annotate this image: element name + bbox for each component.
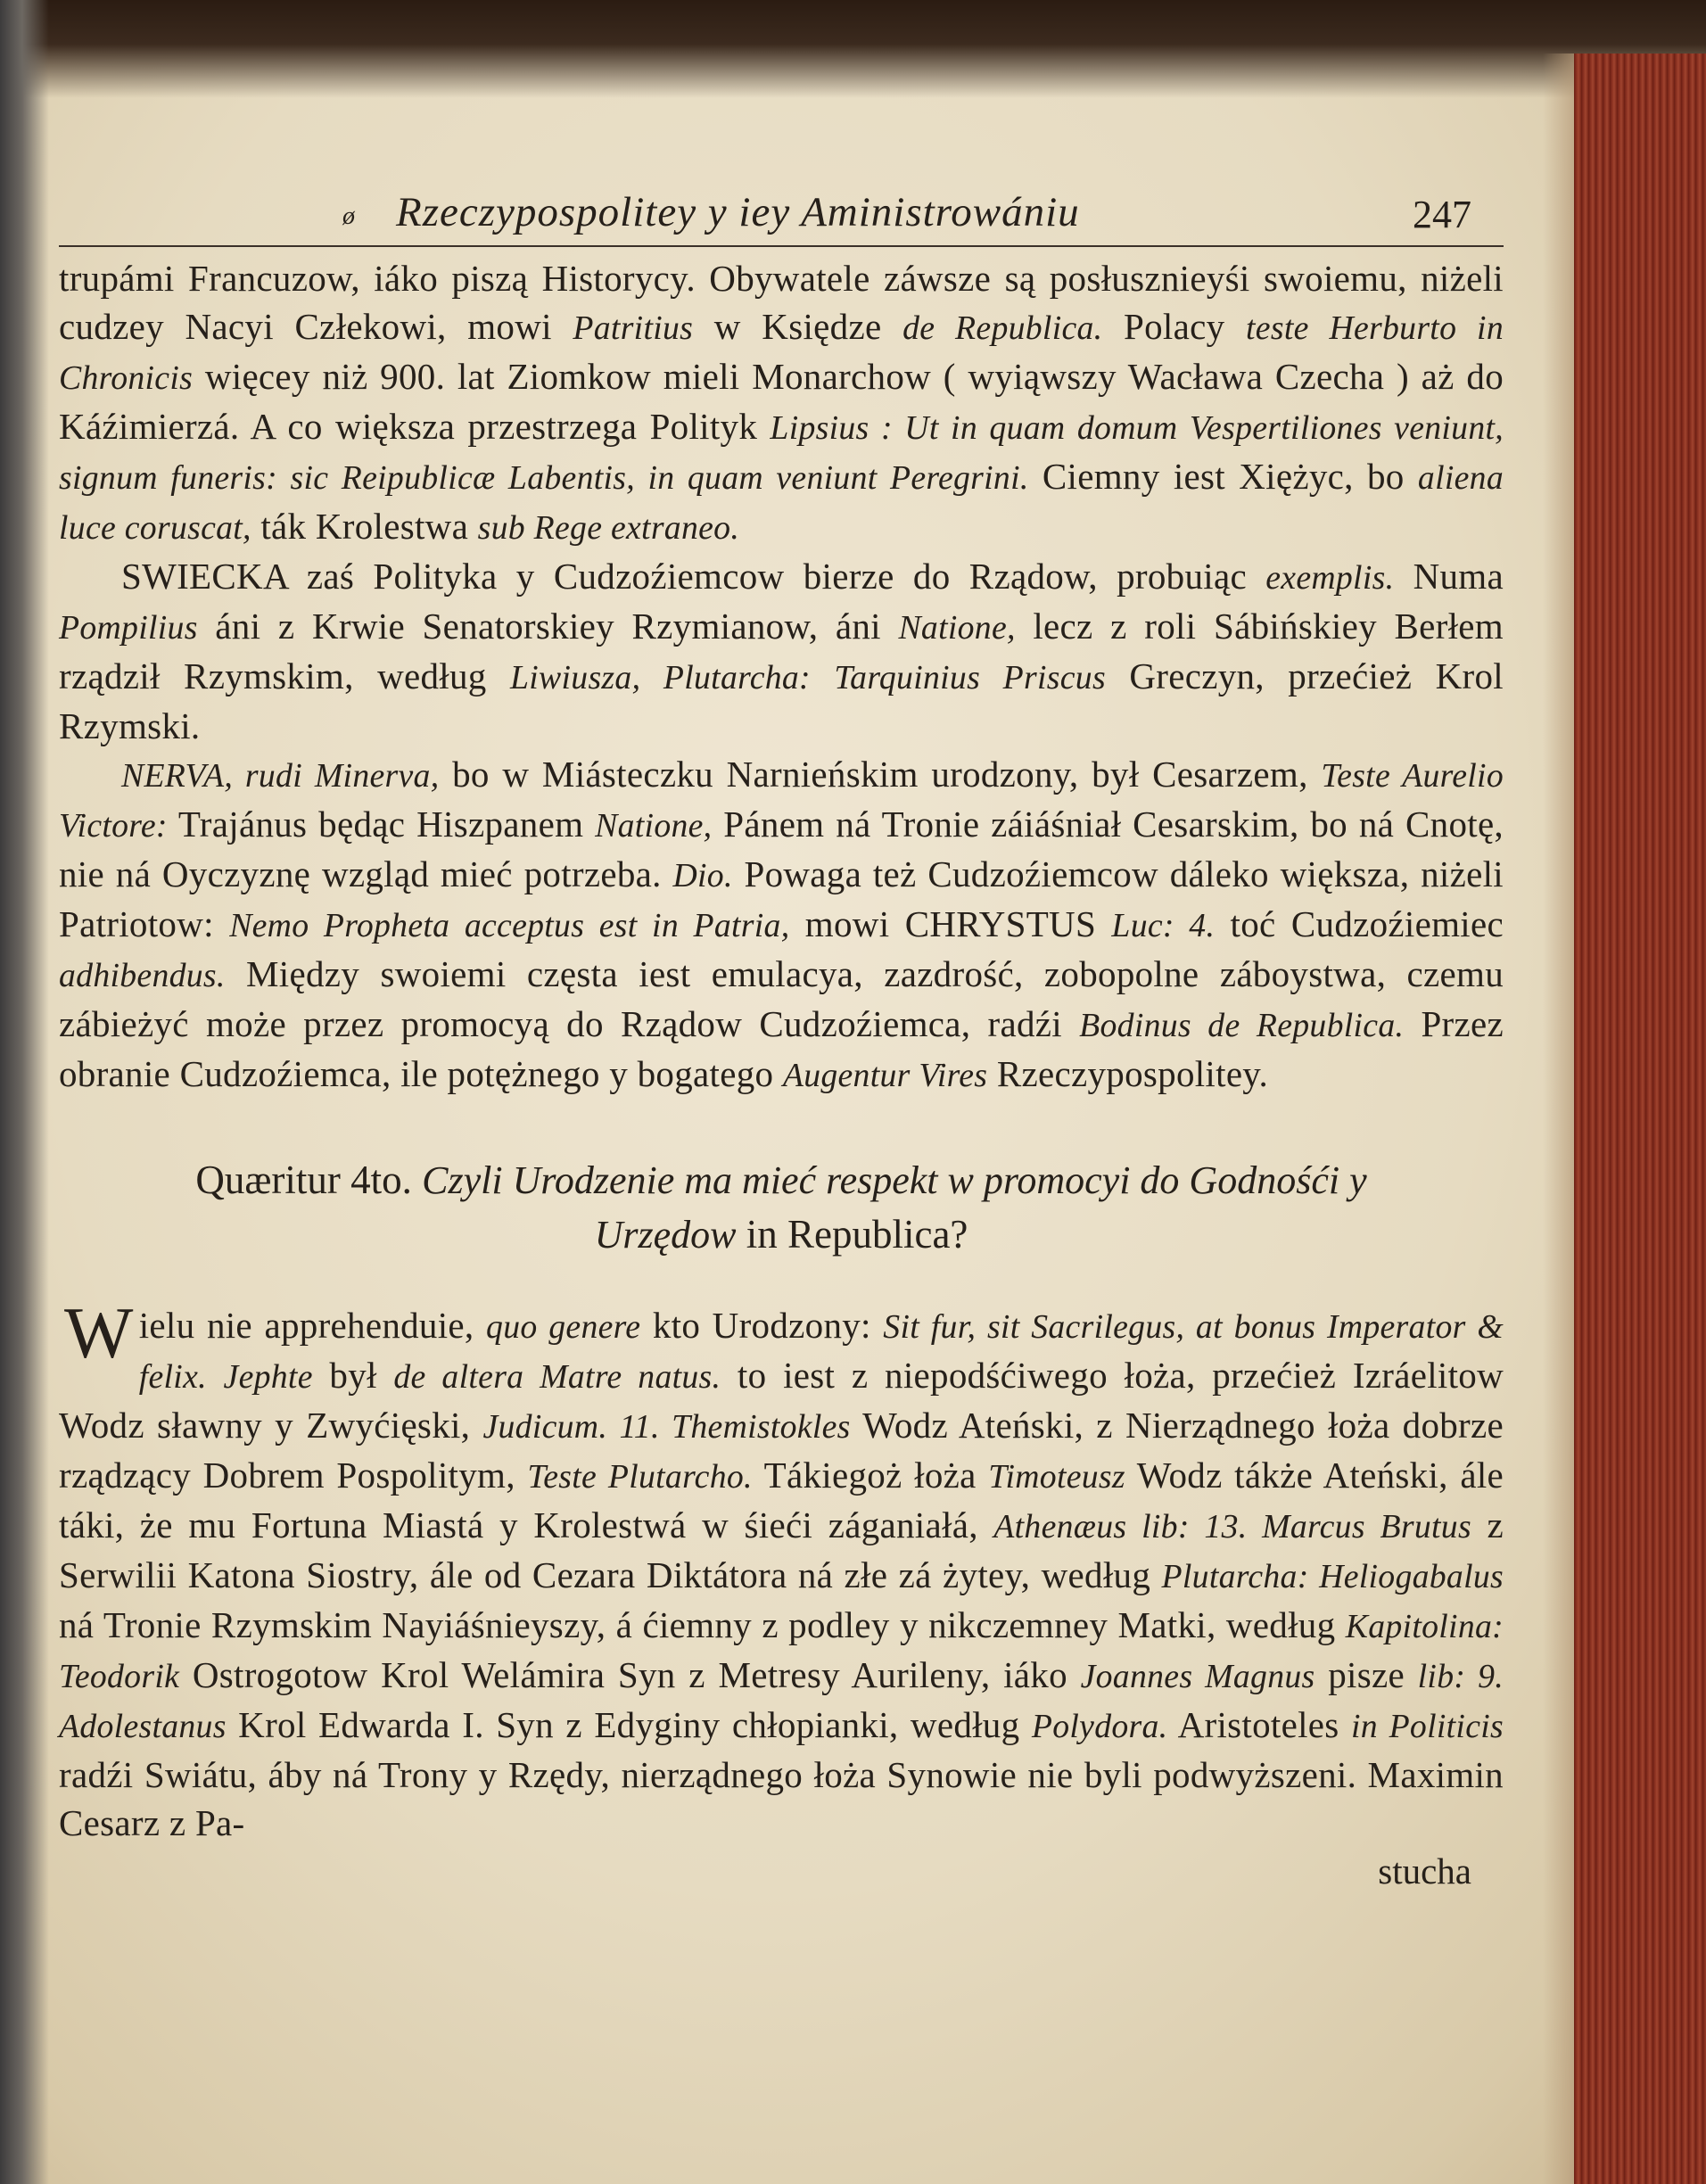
italic-span: exemplis.: [1265, 559, 1395, 597]
italic-span: adhibendus.: [59, 957, 226, 994]
italic-span: lib: 9. Adolestanus: [59, 1658, 1504, 1745]
text-span: Pánem ná Tronie záiáśniał Cesarskim, bo ná Cnotę, nie ná Oyczyznę wzgląd mieć potrzeba.: [59, 804, 1504, 894]
text-span: z Serwilii Katona Siostry, ále od Cezara Diktátora ná złe zá żytey, według: [59, 1504, 1504, 1595]
page-text-block: [59, 183, 1504, 1895]
text-span: Wodz tákże Ateński, ále táki, że mu Fortuna Miastá y Krolestwá w śieći záganiałá,: [59, 1455, 1504, 1545]
italic-span: Luc: 4.: [1111, 907, 1216, 944]
text-span: więcey niż 900. lat Ziomkow mieli Monarchow ( wyiąwszy Wacława Czecha ) aż do Káźimierzá. A co większa przestrzega Polityk: [59, 356, 1504, 447]
text-span: Greczyn, przećież Krol Rzymski.: [59, 655, 1504, 746]
italic-span: Jephte: [223, 1358, 313, 1396]
italic-span: de altera Matre natus.: [393, 1358, 721, 1396]
paragraph-2: [59, 552, 1504, 750]
text-span: Wodz Ateński, z Nierządnego łoża dobrze rządzący Dobrem Pospolitym,: [59, 1405, 1504, 1496]
italic-span: Dio.: [672, 857, 733, 894]
italic-span: Kapitolina: Teodorik: [59, 1608, 1504, 1695]
text-span: áni z Krwie Senatorskiey Rzymianow, áni: [197, 606, 899, 647]
text-span: radźi Swiátu, áby ná Trony y Rzędy, nierządnego łoża Synowie nie byli podwyższeni. Maximin Cesarz z Pa-: [59, 1754, 1504, 1843]
italic-span: NERVA, rudi Minerva,: [121, 757, 440, 795]
book-fore-edge: [1574, 54, 1706, 2184]
text-span: pisze: [1315, 1654, 1418, 1695]
italic-span: Lipsius : Ut in quam domum Vespertiliones veniunt, signum funeris: sic Reipublicæ Labentis, in quam veniunt Peregrini.: [59, 409, 1504, 497]
text-span: Aristoteles: [1167, 1704, 1351, 1745]
italic-span: Bodinus de Republica.: [1079, 1007, 1405, 1044]
italic-span: Pompilius: [59, 609, 198, 647]
text-span: był: [312, 1355, 394, 1396]
top-shadow: [0, 0, 1706, 98]
text-span: Ostrogotow Krol Welámira Syn z Metresy Aurileny, iáko: [179, 1654, 1081, 1695]
text-span: ielu nie apprehenduie,: [138, 1305, 487, 1346]
text-span: w Księdze: [693, 306, 903, 347]
text-span: Trajánus będąc Hiszpanem: [167, 804, 596, 845]
italic-span: Timoteusz: [988, 1458, 1125, 1496]
paragraph-1: [59, 254, 1504, 552]
text-span: to iest z niepodśćiwego łoża, przećież Izráelitow Wodz sławny y Zwyćięski,: [59, 1355, 1504, 1446]
text-span: toć Cudzoźiemiec: [1215, 903, 1504, 944]
text-span: Między swoiemi częsta iest emulacya, zazdrość, zobopolne záboystwa, czemu zábieżyć może przez promocyą do Rządow Cudzoźiemca, radźi: [59, 953, 1504, 1044]
italic-span: Tarquinius Priscus: [834, 659, 1106, 696]
italic-span: Judicum. 11. Themistokles: [482, 1408, 851, 1446]
italic-span: Czyli Urodzenie ma mieć respekt w promocyi do Godnośći y Urzędow: [422, 1158, 1367, 1257]
page-number: 247: [1413, 193, 1471, 236]
italic-span: Plutarcha: Heliogabalus: [1161, 1558, 1504, 1595]
italic-span: Natione,: [595, 807, 713, 845]
text-span: [811, 655, 834, 696]
running-title: Rzeczypospolitey y iey Aministrowániu: [396, 189, 1080, 235]
text-span: in Republica?: [736, 1212, 968, 1257]
text-span: Rzeczypospolitey.: [987, 1053, 1268, 1094]
text-span: Quæritur 4to.: [195, 1158, 423, 1202]
text-span: kto Urodzony:: [640, 1305, 884, 1346]
text-span: Polacy: [1102, 306, 1247, 347]
text-span: Tákiegoż łoża: [752, 1455, 989, 1496]
text-span: ná Tronie Rzymskim Nayiáśnieyszy, á ćiemny z podley y nikczemney Matki, według: [59, 1604, 1346, 1645]
italic-span: Natione,: [898, 609, 1016, 647]
italic-span: Joannes Magnus: [1080, 1658, 1315, 1695]
italic-span: de Republica.: [902, 309, 1103, 347]
italic-span: sub Rege extraneo.: [477, 509, 740, 547]
text-span: ták Krolestwa: [251, 506, 478, 547]
italic-span: Liwiusza, Plutarcha:: [510, 659, 811, 696]
italic-span: Augentur Vires: [782, 1057, 988, 1094]
italic-span: Polydora.: [1031, 1708, 1168, 1745]
drop-cap: W: [64, 1292, 134, 1373]
italic-span: Sit fur, sit Sacrilegus, at bonus Imperator & felix.: [138, 1308, 1504, 1396]
catchword: stucha: [1378, 1850, 1471, 1891]
text-span: mowi CHRYSTUS: [789, 903, 1112, 944]
running-header: [59, 183, 1504, 247]
text-span: Numa: [1394, 556, 1504, 597]
text-span: trupámi Francuzow, iáko piszą Historycy. Obywatele záwsze są posłusznieyśi swoiemu, niżeli cudzey Nacyi Człekowi, mowi: [59, 258, 1504, 347]
section-heading: [193, 1153, 1370, 1262]
italic-span: Teste Aurelio Victore:: [59, 757, 1504, 845]
italic-span: quo genere: [486, 1308, 641, 1346]
italic-span: Nemo Propheta acceptus est in Patria,: [229, 907, 790, 944]
text-span: [207, 1355, 224, 1396]
italic-span: in Politicis: [1351, 1708, 1504, 1745]
italic-span: Athenæus lib: 13. Marcus Brutus: [993, 1508, 1471, 1545]
italic-span: Patritius: [573, 309, 694, 347]
italic-span: Teste Plutarcho.: [527, 1458, 753, 1496]
text-span: Krol Edwarda I. Syn z Edyginy chłopianki, według: [226, 1704, 1032, 1745]
text-span: lecz z roli Sábińskiey Berłem rządził Rzymskim, według: [59, 606, 1504, 696]
paragraph-3: [59, 750, 1504, 1100]
text-span: bo w Miásteczku Narnieńskim urodzony, był Cesarzem,: [439, 754, 1322, 795]
text-span: Przez obranie Cudzoźiemca, ile potężnego y bogatego: [59, 1003, 1504, 1094]
binding-gutter: [0, 0, 49, 2184]
paragraph-4: [59, 1292, 1504, 1847]
italic-span: teste Herburto in Chronicis: [59, 309, 1504, 397]
header-ornament: ø: [342, 202, 355, 230]
text-span: SWIECKA zaś Polityka y Cudzoźiemcow bierze do Rządow, probuiąc: [121, 556, 1266, 597]
text-span: Ciemny iest Xiężyc, bo: [1028, 456, 1418, 497]
italic-span: aliena luce coruscat,: [59, 459, 1504, 547]
text-span: Powaga też Cudzoźiemcow dáleko większa, niżeli Patriotow:: [59, 853, 1504, 944]
